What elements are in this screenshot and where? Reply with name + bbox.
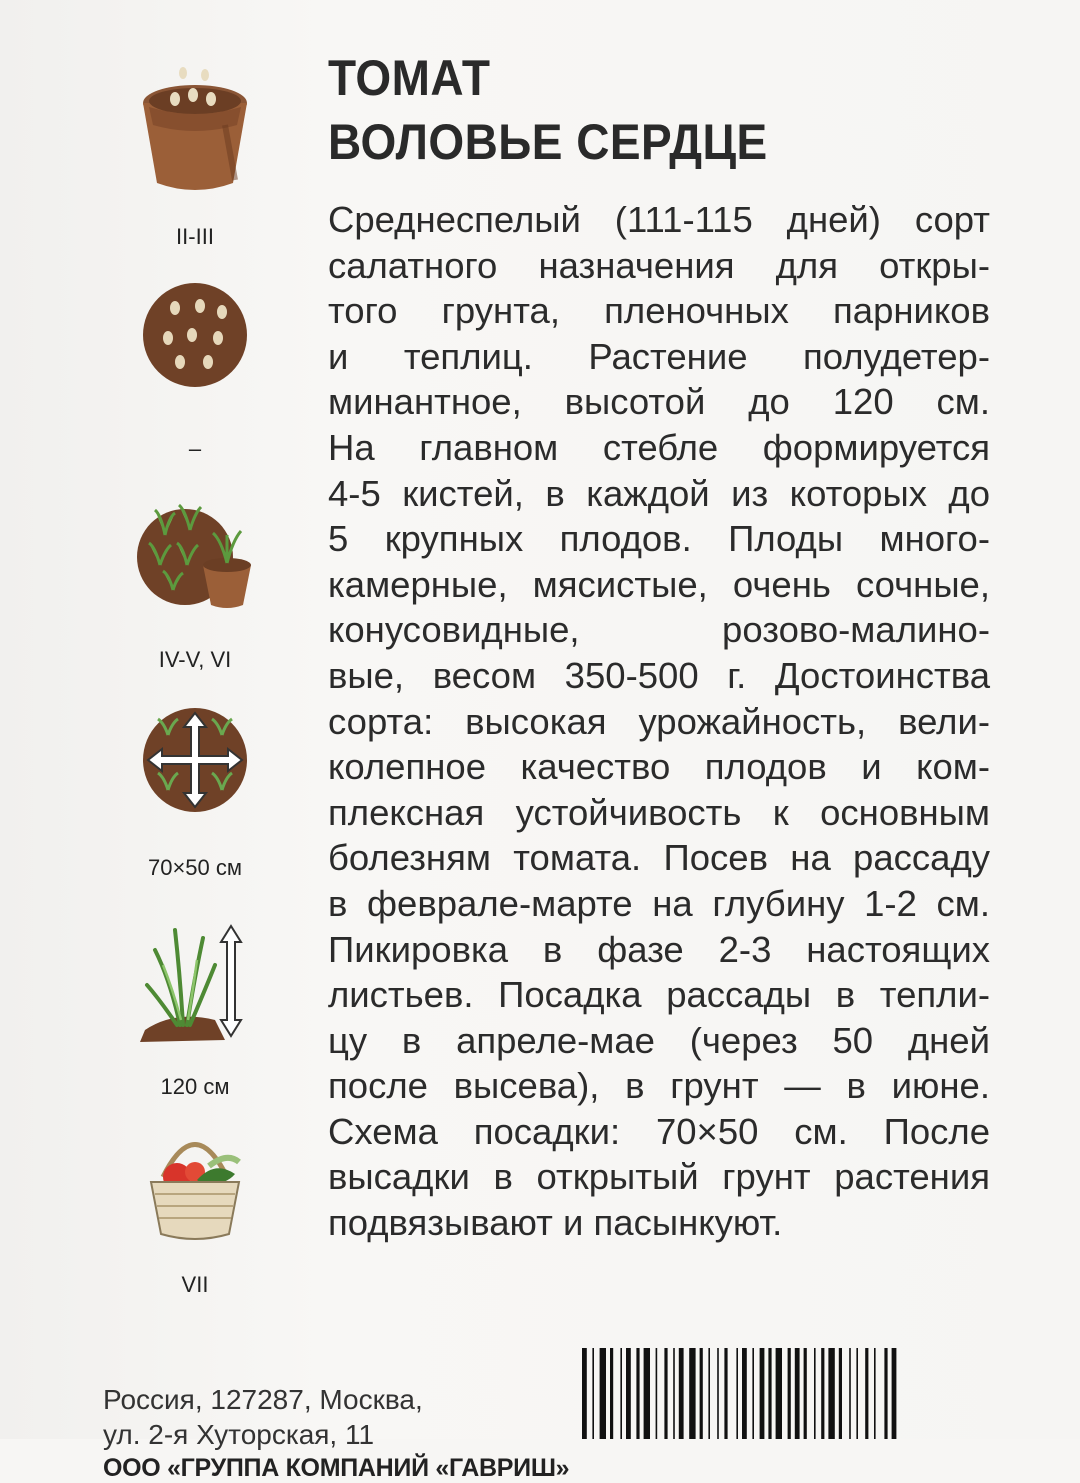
description-line: камерные, мясистые, очень сочные,: [328, 563, 990, 605]
address-line-2: ул. 2-я Хуторская, 11: [103, 1419, 375, 1450]
description-line: Схема посадки: 70×50 см. После: [328, 1110, 990, 1152]
icon-label-transplant: IV-V, VI: [158, 647, 232, 672]
description-line: Среднеспелый (111-115 дней) сорт: [328, 199, 990, 240]
description-line: плексная устойчивость к основным: [328, 791, 990, 833]
company-name: ООО «ГРУППА КОМПАНИЙ «ГАВРИШ»: [103, 1454, 570, 1482]
sowing-pot-icon: [110, 65, 280, 195]
description-line: вые, весом 350-500 г. Достоинства: [328, 654, 990, 696]
icon-label-scheme: 70×50 см: [147, 855, 243, 880]
product-description: [328, 197, 990, 1246]
seedlings-transplant-icon: [110, 495, 280, 615]
address-line-1: Россия, 127287, Москва,: [103, 1384, 423, 1415]
direct-sowing-icon: [110, 280, 280, 390]
title-line-1: ТОМАТ: [328, 50, 491, 106]
description-line: салатного назначения для откры-: [328, 244, 990, 286]
description-line: подвязывают и пасынкуют.: [328, 1202, 783, 1244]
icon-label-harvest: VII: [181, 1272, 209, 1297]
planting-scheme-icon: [110, 705, 280, 815]
description-line: после высева), в грунт — в июне.: [328, 1065, 990, 1107]
description-line: высадки в открытый грунт растения: [328, 1156, 990, 1198]
description-line: сорта: высокая урожайность, вели-: [328, 700, 990, 742]
description-line: Пикировка в фазе 2-3 настоящих: [328, 928, 990, 970]
harvest-basket-icon: [110, 1122, 280, 1247]
description-line: того грунта, пленочных парников: [328, 290, 990, 332]
barcode-icon: [578, 1348, 968, 1439]
title-line-2: ВОЛОВЬЕ СЕРДЦЕ: [328, 114, 768, 170]
description-line: 4-5 кистей, в каждой из которых до: [328, 472, 990, 514]
description-line: конусовидные, розово-малино-: [328, 609, 990, 651]
plant-height-icon: [110, 920, 280, 1045]
description-line: минантное, высотой до 120 см.: [328, 381, 990, 423]
icon-label-direct-sowing: –: [188, 436, 202, 461]
description-line: На главном стебле формируется: [328, 426, 990, 468]
description-line: листьев. Посадка рассады в тепли-: [328, 974, 990, 1016]
description-line: болезням томата. Посев на рассаду: [328, 837, 990, 879]
description-line: 5 крупных плодов. Плоды много-: [328, 518, 990, 560]
description-line: колепное качество плодов и ком-: [328, 746, 990, 788]
description-line: цу в апреле-мае (через 50 дней: [328, 1019, 990, 1061]
manufacturer-block: [103, 1382, 573, 1483]
description-line: в феврале-марте на глубину 1-2 см.: [328, 882, 990, 924]
icon-label-sowing: II-III: [176, 224, 214, 249]
icon-label-height: 120 см: [160, 1074, 230, 1099]
description-line: и теплиц. Растение полудетер-: [328, 335, 990, 377]
product-title: [328, 46, 768, 174]
